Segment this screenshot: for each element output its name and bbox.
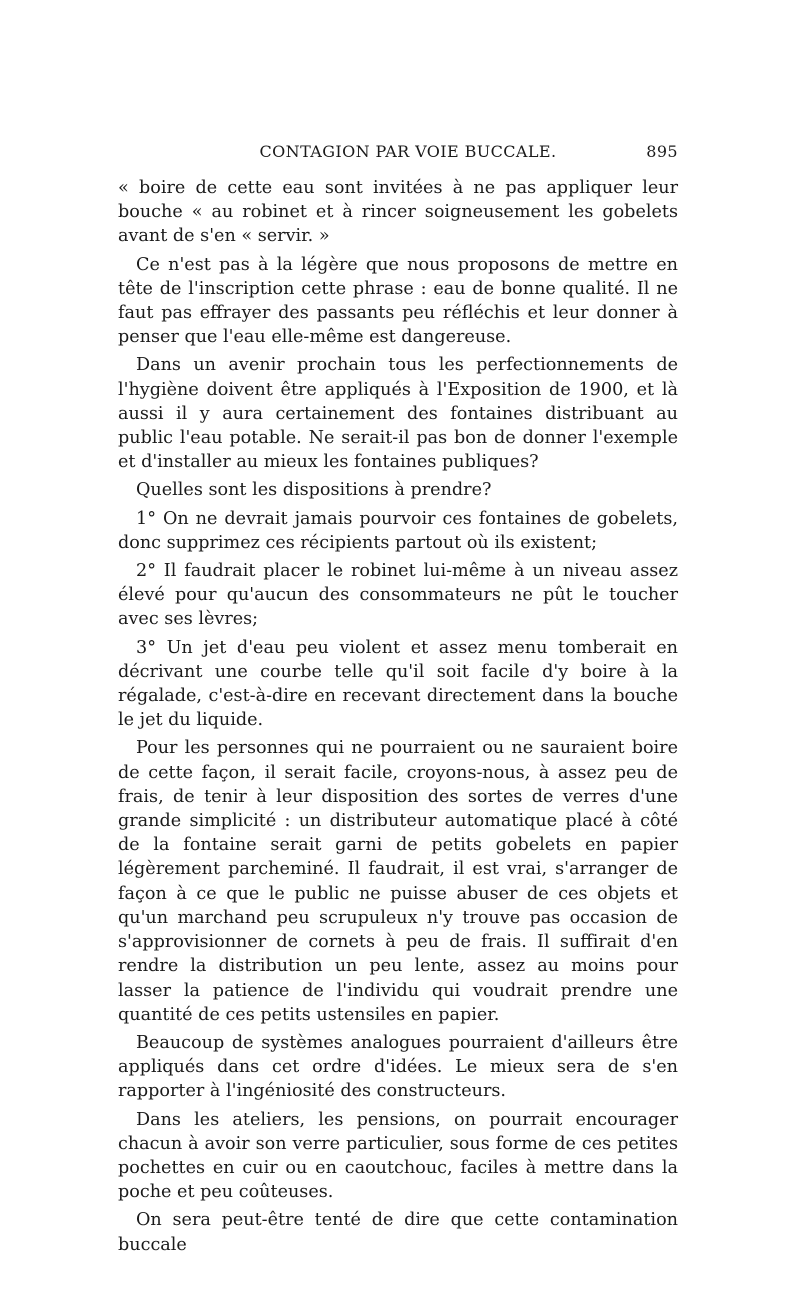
running-title: CONTAGION PAR VOIE BUCCALE. (259, 142, 557, 161)
list-item: 2° Il faudrait placer le robinet lui-même à un niveau assez élevé pour qu'aucun des consommateurs ne pût le toucher avec ses lèvres; (118, 561, 678, 630)
paragraph: Dans un avenir prochain tous les perfectionnements de l'hygiène doivent être appliqués à l'Exposition de 1900, et là aussi il y aura certainement des fontaines distribuant au public l'eau potable. Ne serait-il pas bon de donner l'exemple et d'installer au mieux les fontaines publiques? (118, 355, 678, 473)
paragraph-quote-end: « boire de cette eau sont invitées à ne pas appliquer leur bouche « au robinet et à rincer soigneusement les gobelets avant de s'en « servir. » (118, 178, 678, 247)
paragraph: Pour les personnes qui ne pourraient ou ne sauraient boire de cette façon, il serait facile, croyons-nous, à assez peu de frais, de tenir à leur disposition des sortes de verres d'une grande simplicité : un distributeur automatique placé à côté de la fontaine serait garni de petits gobelets en papier légèrement parcheminé. Il faudrait, il est vrai, s'arranger de façon à ce que le public ne puisse abuser de ces objets et qu'un marchand peu scrupuleux n'y trouve pas occasion de s'approvisionner de cornets à peu de frais. Il suffirait d'en rendre la distribution un peu lente, assez au moins pour lasser la patience de l'individu qui voudrait prendre une quantité de ces petits ustensiles en papier. (118, 738, 678, 1025)
paragraph: Beaucoup de systèmes analogues pourraient d'ailleurs être appliqués dans cet ordre d'idées. Le mieux sera de s'en rapporter à l'ingéniosité des constructeurs. (118, 1032, 678, 1102)
running-header (118, 140, 678, 166)
list-item: 3° Un jet d'eau peu violent et assez menu tomberait en décrivant une courbe telle qu'il soit facile d'y boire à la régalade, c'est-à-dire en recevant directement dans la bouche le jet du liquide. (118, 637, 678, 731)
page-number: 895 (646, 142, 678, 161)
paragraph-continues: On sera peut-être tenté de dire que cette contamination buccale (118, 1210, 678, 1255)
list-item: 1° On ne devrait jamais pourvoir ces fontaines de gobelets, donc supprimez ces récipients partout où ils existent; (118, 508, 678, 553)
paragraph: Dans les ateliers, les pensions, on pourrait encourager chacun à avoir son verre particulier, sous forme de ces petites pochettes en cuir ou en caoutchouc, faciles à mettre dans la poche et peu coûteuses. (118, 1109, 678, 1203)
paragraph: Ce n'est pas à la légère que nous proposons de mettre en tête de l'inscription cette phrase : eau de bonne qualité. Il ne faut pas effrayer des passants peu réfléchis et leur donner à penser que l'eau elle-même est dangereuse. (118, 254, 678, 348)
book-page (118, 140, 678, 1261)
paragraph: Quelles sont les dispositions à prendre? (136, 480, 492, 501)
